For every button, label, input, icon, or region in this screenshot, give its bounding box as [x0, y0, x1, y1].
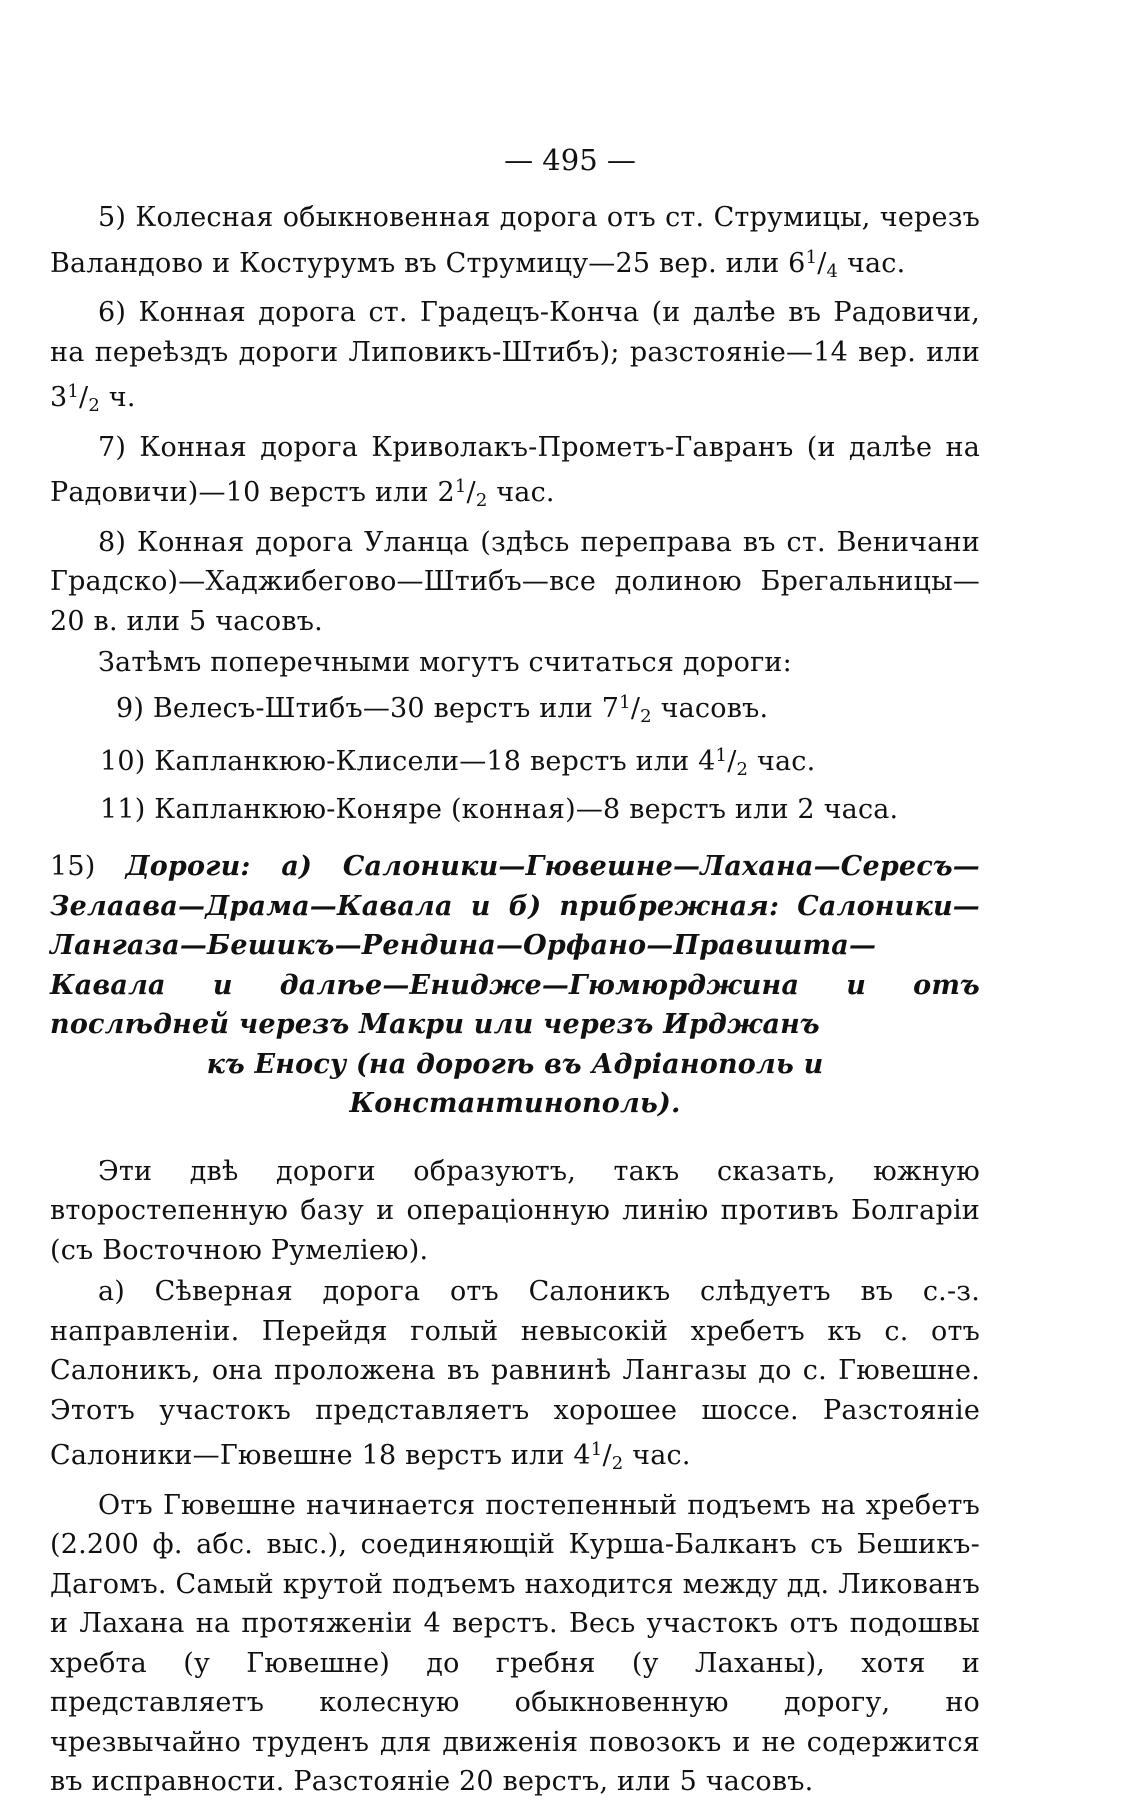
page-number: — 495 —	[504, 143, 636, 177]
road-item-9-text: 9) Велесъ-Штибъ—30 верстъ или 7	[116, 692, 620, 724]
road-item-9-tail: часовъ.	[651, 692, 769, 724]
road-item-10-text: 10) Капланкюю-Клисели—18 верстъ или 4	[100, 746, 716, 777]
fraction-denominator: 2	[88, 395, 100, 416]
road-item-7: 7) Конная дорога Криволакъ-Прометъ-Гавранъ (и далѣе на Радовичи)—10 верстъ или $2^1/_2$ час.	[50, 431, 980, 511]
paragraph-north-road: а) Сѣверная дорога отъ Салоникъ слѣдуетъ въ с.-з. направленіи. Перейдя голый невысокій хребетъ къ с. отъ Салоникъ, она проложена въ равнинѣ Лангазы до с. Гювешне. Этотъ участокъ представляетъ хорошее шоссе. Разстояніе Салоники—Гювешне 18 верстъ или $4^1/_2$ час.	[50, 1276, 980, 1474]
road-item-9: 9) Велесъ-Штибъ—30 верстъ или $7^1/_2$ часовъ.	[116, 691, 769, 727]
section-15-number: 15)	[50, 851, 126, 882]
fraction-denominator: 2	[475, 490, 488, 511]
road-item-11: 11) Капланкюю-Коняре (конная)—8 верстъ или 2 часа.	[100, 793, 899, 825]
road-item-10: 10) Капланкюю-Клисели—18 верстъ или $4^1/_2$ час.	[100, 745, 816, 780]
road-item-8: 8) Конная дорога Уланца (здѣсь переправа въ ст. Веничани Градско)—Хаджибегово—Штибъ—все долиною Брегальницы—20 в. или 5 часовъ.	[50, 526, 980, 637]
road-item-7-tail: час.	[487, 477, 555, 508]
road-item-6-tail: ч.	[100, 382, 136, 413]
paragraph-north-road-tail: час.	[623, 1440, 691, 1471]
road-item-7-text: 7) Конная дорога Криволакъ-Прометъ-Гавранъ (и далѣе на Радовичи)—10 верстъ или 2	[50, 431, 980, 508]
road-item-5: 5) Колесная обыкновенная дорога отъ ст. Струмицы, черезъ Валандово и Костурумъ въ Струмицу—25 вер. или $6^1/_4$ час.	[50, 202, 980, 282]
fraction-denominator: 2	[640, 705, 652, 727]
spacer	[50, 1124, 980, 1152]
fraction-denominator: 4	[826, 260, 839, 282]
road-item-6: 6) Конная дорога ст. Градецъ-Конча (и далѣе въ Радовичи, на переѣздъ дороги Липовикъ-Штибъ); разстояніе—14 вер. или $3^1/_2$ ч.	[50, 297, 980, 416]
fraction-numerator: 1	[454, 476, 467, 497]
section-15-text: Дороги: а) Салоники—Гювешне—Лахана—Сересъ—Зелаава—Драма—Кавала и б) прибрежная: Салоники—Лангаза—Бешикъ—Рендина—Орфано—Правишта—Кавала и далѣе—Ениджe—Гюмюрджина и отъ послѣдней черезъ Макри или черезъ Ирджанъ	[50, 851, 980, 1040]
fraction-numerator: 1	[590, 1439, 603, 1460]
paragraph-two-roads: Эти двѣ дороги образуютъ, такъ сказать, южную второстепенную базу и операціонную линію противъ Болгаріи (съ Восточною Румеліею).	[50, 1155, 980, 1266]
road-item-6-text: 6) Конная дорога ст. Градецъ-Конча (и далѣе въ Радовичи, на переѣздъ дороги Липовикъ-Штибъ); разстояніе—14 вер. или 3	[50, 297, 980, 413]
fraction-numerator: 1	[805, 246, 818, 268]
cross-roads-intro: Затѣмъ поперечными могутъ считаться дороги:	[98, 647, 792, 678]
fraction-numerator: 1	[715, 745, 728, 766]
fraction-denominator: 2	[611, 1453, 624, 1474]
body-text	[50, 198, 980, 1802]
paragraph-north-road-text: а) Сѣверная дорога отъ Салоникъ слѣдуетъ въ с.-з. направленіи. Перейдя голый невысокій хребетъ къ с. отъ Салоникъ, она проложена въ равнинѣ Лангазы до с. Гювешне. Этотъ участокъ представляетъ хорошее шоссе. Разстояніе Салоники—Гювешне 18 верстъ или 4	[50, 1276, 980, 1471]
spacer	[50, 829, 980, 847]
fraction-denominator: 2	[736, 759, 749, 780]
road-item-5-text: 5) Колесная обыкновенная дорога отъ ст. Струмицы, черезъ Валандово и Костурумъ въ Струмицу—25 вер. или 6	[50, 202, 980, 279]
section-15-heading	[50, 847, 980, 1045]
fraction-numerator: 1	[619, 691, 631, 713]
section-15-last-line: къ Еносу (на дорогѣ въ Адріанополь и Константинополь).	[206, 1048, 824, 1119]
road-item-10-tail: час.	[748, 746, 816, 777]
road-item-5-tail: час.	[838, 247, 906, 279]
paragraph-ascent: Отъ Гювешне начинается постепенный подъемъ на хребетъ (2.200 ф. абс. выс.), соединяющій Курша-Балканъ съ Бешикъ-Дагомъ. Самый крутой подъемъ находится между дд. Ликованъ и Лахана на протяженіи 4 верстъ. Весь участокъ отъ подошвы хребта (у Гювешне) до гребня (у Лаханы), хотя и представляетъ колесную обыкновенную дорогу, но чрезвычайно труденъ для движенія повозокъ и не содержится въ исправности. Разстояніе 20 верстъ, или 5 часовъ.	[50, 1489, 980, 1797]
fraction-numerator: 1	[67, 381, 80, 402]
